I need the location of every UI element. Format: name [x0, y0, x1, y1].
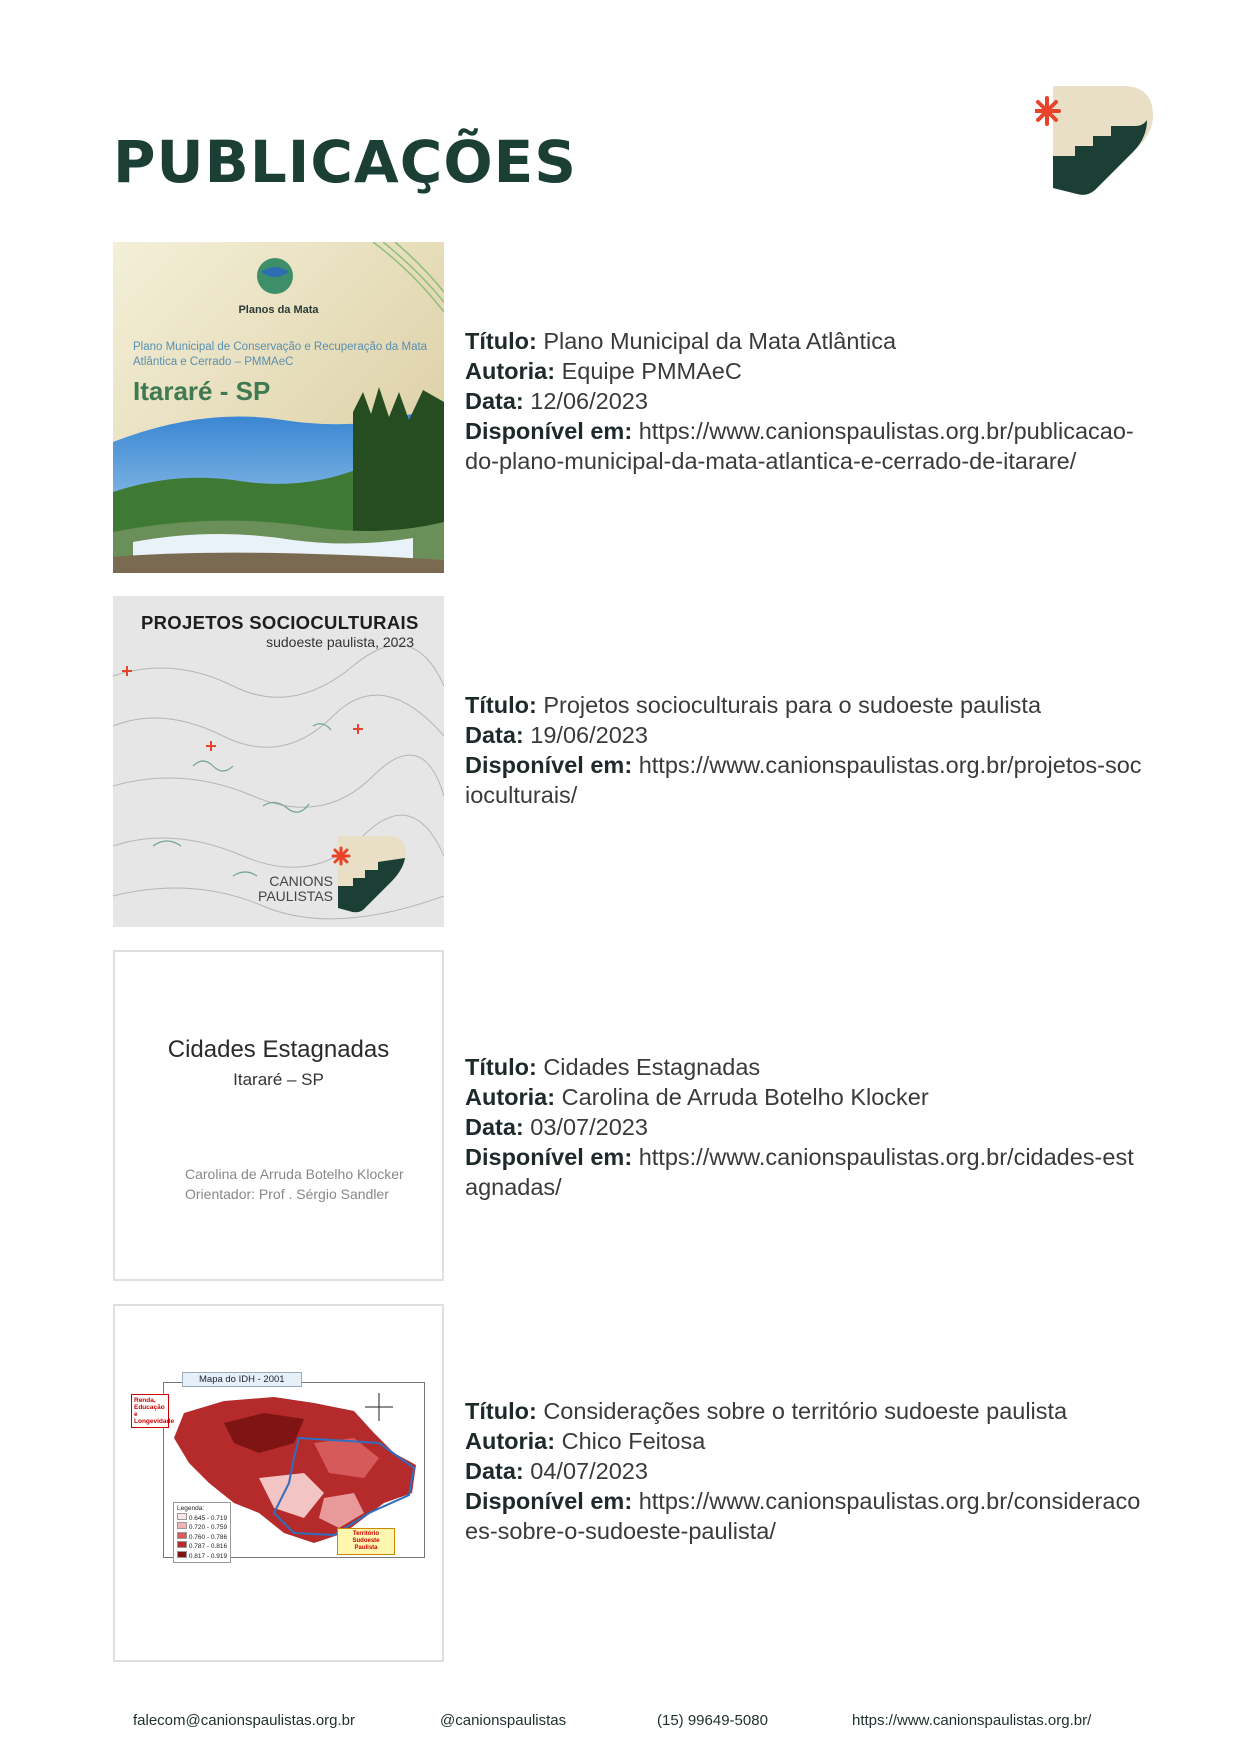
publication-details	[465, 1396, 1145, 1546]
publication-author: Carolina de Arruda Botelho Klocker	[561, 1084, 929, 1110]
legend-item: 0.760 - 0.786	[177, 1532, 227, 1542]
url-label: Disponível em:	[465, 1144, 633, 1170]
url-label: Disponível em:	[465, 418, 633, 444]
author-label: Autoria:	[465, 358, 556, 384]
publication-cover-image[interactable]	[113, 950, 444, 1281]
cover-advisor: Orientador: Prof . Sérgio Sandler	[185, 1186, 389, 1202]
cover-brand: Planos da Mata	[238, 304, 319, 316]
footer-website[interactable]: https://www.canionspaulistas.org.br/	[852, 1712, 1092, 1729]
footer-social-handle[interactable]: @canionspaulistas	[440, 1712, 567, 1729]
footer-email[interactable]: falecom@canionspaulistas.org.br	[133, 1712, 356, 1729]
title-label: Título:	[465, 1398, 537, 1424]
date-label: Data:	[465, 388, 524, 414]
cover-city: Itararé - SP	[133, 376, 271, 406]
territory-label: Território Sudoeste Paulista	[337, 1528, 395, 1555]
canions-paulistas-logo	[1035, 80, 1155, 198]
cover-author: Carolina de Arruda Botelho Klocker	[185, 1166, 404, 1182]
date-label: Data:	[465, 1458, 524, 1484]
legend-item: 0.787 - 0.816	[177, 1541, 227, 1551]
publication-author: Chico Feitosa	[561, 1428, 706, 1454]
publication-link[interactable]: https://www.canionspaulistas.org.br/cidades-estagnadas/	[465, 1144, 1134, 1200]
url-label: Disponível em:	[465, 1488, 633, 1514]
footer-phone[interactable]: (15) 99649-5080	[657, 1712, 768, 1729]
publication-link[interactable]: https://www.canionspaulistas.org.br/publicacao-do-plano-municipal-da-mata-atlantica-e-cerrado-de-itarare/	[465, 418, 1134, 474]
date-label: Data:	[465, 722, 524, 748]
cover-brand: CANIONS PAULISTAS	[258, 873, 333, 904]
publication-title: Cidades Estagnadas	[543, 1054, 761, 1080]
publication-link[interactable]: https://www.canionspaulistas.org.br/consideracoes-sobre-o-sudoeste-paulista/	[465, 1488, 1141, 1544]
publication-date: 03/07/2023	[530, 1114, 648, 1140]
legend-item: 0.817 - 0.919	[177, 1551, 227, 1561]
cover-landscape	[113, 242, 444, 573]
publication-details	[465, 690, 1145, 810]
author-label: Autoria:	[465, 1084, 556, 1110]
map-legend	[173, 1502, 231, 1563]
publication-date: 04/07/2023	[530, 1458, 648, 1484]
url-label: Disponível em:	[465, 752, 633, 778]
cover-subtitle: Itararé – SP	[233, 1070, 324, 1089]
title-label: Título:	[465, 692, 537, 718]
publication-title: Considerações sobre o território sudoeste paulista	[543, 1398, 1068, 1424]
legend-item: 0.720 - 0.759	[177, 1522, 227, 1532]
legend-title: Legenda:	[177, 1505, 205, 1512]
author-label: Autoria:	[465, 1428, 556, 1454]
publication-details	[465, 326, 1145, 476]
publication-cover-image[interactable]	[113, 242, 444, 573]
publication-title: Projetos socioculturais para o sudoeste paulista	[543, 692, 1042, 718]
publication-cover-image[interactable]	[113, 1304, 444, 1662]
date-label: Data:	[465, 1114, 524, 1140]
publication-cover-image[interactable]	[113, 596, 444, 927]
title-label: Título:	[465, 328, 537, 354]
publication-title: Plano Municipal da Mata Atlântica	[543, 328, 897, 354]
cover-title: PROJETOS SOCIOCULTURAIS	[141, 612, 419, 633]
cover-title: Cidades Estagnadas	[167, 1036, 390, 1063]
publication-link[interactable]: https://www.canionspaulistas.org.br/projetos-socioculturais/	[465, 752, 1142, 808]
cover-subtitle: Plano Municipal de Conservação e Recuperação da Mata Atlântica e Cerrado – PMMAeC	[133, 341, 428, 368]
cover-subtitle: sudoeste paulista, 2023	[266, 634, 414, 650]
publication-author: Equipe PMMAeC	[561, 358, 742, 384]
publication-details	[465, 1052, 1145, 1202]
legend-item: 0.645 - 0.719	[177, 1513, 227, 1523]
title-label: Título:	[465, 1054, 537, 1080]
page-title: PUBLICAÇÕES	[113, 128, 578, 196]
publication-date: 19/06/2023	[530, 722, 648, 748]
map-title: Mapa do IDH - 2001	[182, 1372, 302, 1387]
publication-date: 12/06/2023	[530, 388, 648, 414]
map-note: Renda, Educação e Longevidade	[131, 1394, 169, 1428]
